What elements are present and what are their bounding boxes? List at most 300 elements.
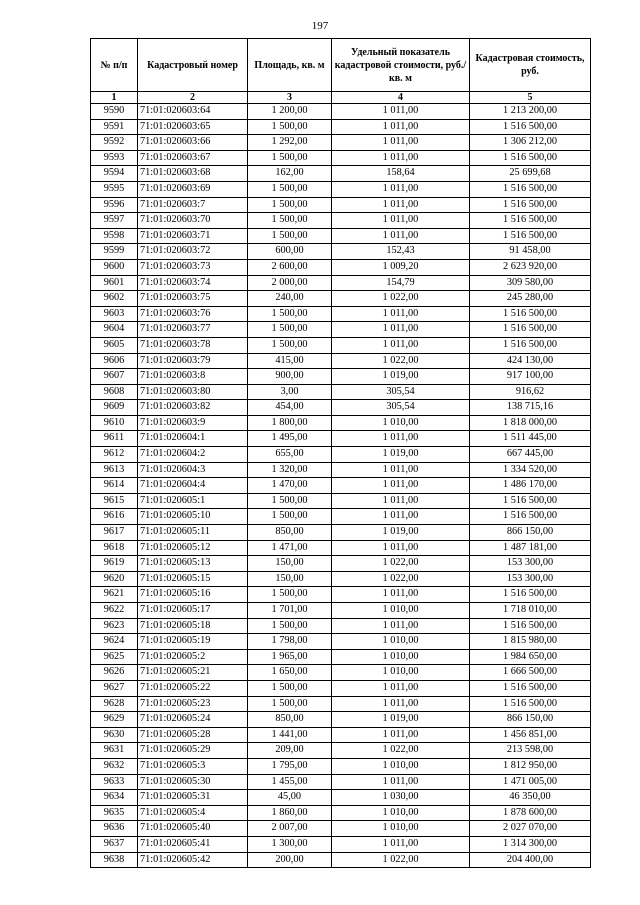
unit-rate-cell: 1 010,00 bbox=[332, 665, 470, 681]
cadastral-number-cell: 71:01:020605:3 bbox=[138, 758, 248, 774]
cadastral-number-cell: 71:01:020603:65 bbox=[138, 119, 248, 135]
row-number-cell: 9622 bbox=[91, 603, 138, 619]
row-number-cell: 9606 bbox=[91, 353, 138, 369]
cadastral-number-cell: 71:01:020605:29 bbox=[138, 743, 248, 759]
area-cell: 900,00 bbox=[248, 369, 332, 385]
cadastral-value-cell: 1 516 500,00 bbox=[470, 306, 591, 322]
table-row bbox=[91, 353, 591, 369]
area-cell: 1 800,00 bbox=[248, 415, 332, 431]
cadastral-value-cell: 25 699,68 bbox=[470, 166, 591, 182]
area-cell: 1 320,00 bbox=[248, 462, 332, 478]
cadastral-value-cell: 1 486 170,00 bbox=[470, 478, 591, 494]
row-number-cell: 9625 bbox=[91, 649, 138, 665]
table-row bbox=[91, 384, 591, 400]
unit-rate-cell: 1 019,00 bbox=[332, 712, 470, 728]
cadastral-number-cell: 71:01:020605:23 bbox=[138, 696, 248, 712]
table-row bbox=[91, 306, 591, 322]
column-number-row bbox=[91, 92, 591, 104]
unit-rate-cell: 1 019,00 bbox=[332, 525, 470, 541]
area-cell: 1 701,00 bbox=[248, 603, 332, 619]
row-number-cell: 9627 bbox=[91, 680, 138, 696]
header-row-number: № п/п bbox=[91, 39, 138, 92]
cadastral-number-cell: 71:01:020603:8 bbox=[138, 369, 248, 385]
unit-rate-cell: 1 011,00 bbox=[332, 213, 470, 229]
area-cell: 1 200,00 bbox=[248, 104, 332, 120]
area-cell: 1 500,00 bbox=[248, 181, 332, 197]
area-cell: 1 500,00 bbox=[248, 197, 332, 213]
cadastral-number-cell: 71:01:020603:68 bbox=[138, 166, 248, 182]
row-number-cell: 9634 bbox=[91, 790, 138, 806]
table-row bbox=[91, 603, 591, 619]
header-area: Площадь, кв. м bbox=[248, 39, 332, 92]
column-number: 5 bbox=[470, 92, 591, 104]
cadastral-number-cell: 71:01:020603:9 bbox=[138, 415, 248, 431]
area-cell: 850,00 bbox=[248, 525, 332, 541]
table-row bbox=[91, 447, 591, 463]
cadastral-value-cell: 424 130,00 bbox=[470, 353, 591, 369]
cadastral-number-cell: 71:01:020605:22 bbox=[138, 680, 248, 696]
table-row bbox=[91, 774, 591, 790]
cadastral-number-cell: 71:01:020605:28 bbox=[138, 727, 248, 743]
row-number-cell: 9591 bbox=[91, 119, 138, 135]
unit-rate-cell: 1 011,00 bbox=[332, 150, 470, 166]
cadastral-value-cell: 153 300,00 bbox=[470, 571, 591, 587]
cadastral-value-cell: 1 516 500,00 bbox=[470, 228, 591, 244]
unit-rate-cell: 1 011,00 bbox=[332, 322, 470, 338]
area-cell: 1 500,00 bbox=[248, 306, 332, 322]
area-cell: 1 292,00 bbox=[248, 135, 332, 151]
cadastral-number-cell: 71:01:020603:70 bbox=[138, 213, 248, 229]
cadastral-number-cell: 71:01:020605:19 bbox=[138, 634, 248, 650]
cadastral-value-cell: 1 516 500,00 bbox=[470, 322, 591, 338]
row-number-cell: 9617 bbox=[91, 525, 138, 541]
row-number-cell: 9597 bbox=[91, 213, 138, 229]
cadastral-number-cell: 71:01:020605:12 bbox=[138, 540, 248, 556]
unit-rate-cell: 154,79 bbox=[332, 275, 470, 291]
row-number-cell: 9613 bbox=[91, 462, 138, 478]
cadastral-number-cell: 71:01:020603:67 bbox=[138, 150, 248, 166]
unit-rate-cell: 1 010,00 bbox=[332, 821, 470, 837]
table-row bbox=[91, 525, 591, 541]
row-number-cell: 9604 bbox=[91, 322, 138, 338]
row-number-cell: 9593 bbox=[91, 150, 138, 166]
cadastral-number-cell: 71:01:020603:77 bbox=[138, 322, 248, 338]
area-cell: 240,00 bbox=[248, 291, 332, 307]
table-row bbox=[91, 805, 591, 821]
unit-rate-cell: 1 011,00 bbox=[332, 478, 470, 494]
header-cadastral-value: Кадастровая стоимость, руб. bbox=[470, 39, 591, 92]
unit-rate-cell: 1 022,00 bbox=[332, 353, 470, 369]
table-row bbox=[91, 337, 591, 353]
cadastral-number-cell: 71:01:020603:74 bbox=[138, 275, 248, 291]
table-row bbox=[91, 493, 591, 509]
unit-rate-cell: 1 022,00 bbox=[332, 852, 470, 868]
row-number-cell: 9601 bbox=[91, 275, 138, 291]
row-number-cell: 9633 bbox=[91, 774, 138, 790]
unit-rate-cell: 1 011,00 bbox=[332, 197, 470, 213]
row-number-cell: 9624 bbox=[91, 634, 138, 650]
cadastral-number-cell: 71:01:020604:2 bbox=[138, 447, 248, 463]
table-row bbox=[91, 790, 591, 806]
table-row bbox=[91, 509, 591, 525]
row-number-cell: 9607 bbox=[91, 369, 138, 385]
table-row bbox=[91, 743, 591, 759]
table-row bbox=[91, 758, 591, 774]
area-cell: 1 495,00 bbox=[248, 431, 332, 447]
row-number-cell: 9629 bbox=[91, 712, 138, 728]
cadastral-number-cell: 71:01:020604:3 bbox=[138, 462, 248, 478]
table-row bbox=[91, 244, 591, 260]
row-number-cell: 9610 bbox=[91, 415, 138, 431]
cadastral-value-cell: 1 516 500,00 bbox=[470, 493, 591, 509]
cadastral-number-cell: 71:01:020603:64 bbox=[138, 104, 248, 120]
table-row bbox=[91, 181, 591, 197]
table-row bbox=[91, 712, 591, 728]
row-number-cell: 9626 bbox=[91, 665, 138, 681]
area-cell: 1 441,00 bbox=[248, 727, 332, 743]
unit-rate-cell: 1 011,00 bbox=[332, 727, 470, 743]
row-number-cell: 9628 bbox=[91, 696, 138, 712]
table-row bbox=[91, 696, 591, 712]
row-number-cell: 9621 bbox=[91, 587, 138, 603]
area-cell: 1 795,00 bbox=[248, 758, 332, 774]
row-number-cell: 9620 bbox=[91, 571, 138, 587]
header-cadastral-number: Кадастровый номер bbox=[138, 39, 248, 92]
cadastral-value-cell: 1 516 500,00 bbox=[470, 119, 591, 135]
unit-rate-cell: 1 011,00 bbox=[332, 680, 470, 696]
unit-rate-cell: 1 011,00 bbox=[332, 587, 470, 603]
cadastral-value-cell: 1 516 500,00 bbox=[470, 696, 591, 712]
row-number-cell: 9635 bbox=[91, 805, 138, 821]
area-cell: 1 650,00 bbox=[248, 665, 332, 681]
unit-rate-cell: 1 010,00 bbox=[332, 649, 470, 665]
unit-rate-cell: 1 011,00 bbox=[332, 493, 470, 509]
row-number-cell: 9603 bbox=[91, 306, 138, 322]
table-row bbox=[91, 291, 591, 307]
table-row bbox=[91, 415, 591, 431]
cadastral-value-cell: 204 400,00 bbox=[470, 852, 591, 868]
cadastral-number-cell: 71:01:020605:18 bbox=[138, 618, 248, 634]
row-number-cell: 9612 bbox=[91, 447, 138, 463]
cadastral-number-cell: 71:01:020604:4 bbox=[138, 478, 248, 494]
cadastral-number-cell: 71:01:020605:16 bbox=[138, 587, 248, 603]
row-number-cell: 9595 bbox=[91, 181, 138, 197]
row-number-cell: 9618 bbox=[91, 540, 138, 556]
area-cell: 1 500,00 bbox=[248, 618, 332, 634]
cadastral-number-cell: 71:01:020605:2 bbox=[138, 649, 248, 665]
cadastral-value-cell: 153 300,00 bbox=[470, 556, 591, 572]
area-cell: 850,00 bbox=[248, 712, 332, 728]
row-number-cell: 9630 bbox=[91, 727, 138, 743]
table-header bbox=[91, 39, 591, 104]
table-row bbox=[91, 587, 591, 603]
cadastral-number-cell: 71:01:020603:71 bbox=[138, 228, 248, 244]
cadastral-number-cell: 71:01:020605:11 bbox=[138, 525, 248, 541]
cadastral-value-cell: 1 314 300,00 bbox=[470, 836, 591, 852]
cadastral-value-cell: 1 815 980,00 bbox=[470, 634, 591, 650]
cadastral-number-cell: 71:01:020603:76 bbox=[138, 306, 248, 322]
table-row bbox=[91, 213, 591, 229]
column-number: 3 bbox=[248, 92, 332, 104]
cadastral-number-cell: 71:01:020603:75 bbox=[138, 291, 248, 307]
cadastral-value-cell: 667 445,00 bbox=[470, 447, 591, 463]
unit-rate-cell: 1 011,00 bbox=[332, 540, 470, 556]
cadastral-number-cell: 71:01:020605:4 bbox=[138, 805, 248, 821]
table-row bbox=[91, 369, 591, 385]
cadastral-value-cell: 1 516 500,00 bbox=[470, 587, 591, 603]
row-number-cell: 9600 bbox=[91, 259, 138, 275]
table-row bbox=[91, 680, 591, 696]
unit-rate-cell: 1 011,00 bbox=[332, 836, 470, 852]
row-number-cell: 9614 bbox=[91, 478, 138, 494]
cadastral-value-cell: 1 516 500,00 bbox=[470, 150, 591, 166]
table-row bbox=[91, 821, 591, 837]
row-number-cell: 9611 bbox=[91, 431, 138, 447]
unit-rate-cell: 1 022,00 bbox=[332, 743, 470, 759]
cadastral-value-cell: 309 580,00 bbox=[470, 275, 591, 291]
unit-rate-cell: 1 011,00 bbox=[332, 462, 470, 478]
cadastral-value-cell: 916,62 bbox=[470, 384, 591, 400]
table-row bbox=[91, 400, 591, 416]
column-number: 1 bbox=[91, 92, 138, 104]
area-cell: 1 455,00 bbox=[248, 774, 332, 790]
area-cell: 1 500,00 bbox=[248, 680, 332, 696]
unit-rate-cell: 1 011,00 bbox=[332, 696, 470, 712]
table-row bbox=[91, 852, 591, 868]
cadastral-value-cell: 1 812 950,00 bbox=[470, 758, 591, 774]
area-cell: 1 500,00 bbox=[248, 493, 332, 509]
cadastral-value-cell: 213 598,00 bbox=[470, 743, 591, 759]
table-row bbox=[91, 275, 591, 291]
cadastral-value-cell: 1 516 500,00 bbox=[470, 213, 591, 229]
area-cell: 1 500,00 bbox=[248, 150, 332, 166]
cadastral-value-cell: 1 984 650,00 bbox=[470, 649, 591, 665]
cadastral-number-cell: 71:01:020605:40 bbox=[138, 821, 248, 837]
header-row bbox=[91, 39, 591, 92]
cadastral-value-cell: 1 878 600,00 bbox=[470, 805, 591, 821]
cadastral-number-cell: 71:01:020605:13 bbox=[138, 556, 248, 572]
table-body bbox=[91, 104, 591, 868]
area-cell: 1 500,00 bbox=[248, 587, 332, 603]
unit-rate-cell: 152,43 bbox=[332, 244, 470, 260]
cadastral-value-cell: 1 666 500,00 bbox=[470, 665, 591, 681]
cadastral-value-cell: 2 623 920,00 bbox=[470, 259, 591, 275]
cadastral-value-cell: 1 818 000,00 bbox=[470, 415, 591, 431]
cadastral-value-cell: 866 150,00 bbox=[470, 712, 591, 728]
area-cell: 162,00 bbox=[248, 166, 332, 182]
unit-rate-cell: 1 011,00 bbox=[332, 618, 470, 634]
page-number: 197 bbox=[311, 20, 329, 32]
cadastral-value-cell: 1 511 445,00 bbox=[470, 431, 591, 447]
cadastral-value-cell: 1 516 500,00 bbox=[470, 618, 591, 634]
table-row bbox=[91, 197, 591, 213]
row-number-cell: 9615 bbox=[91, 493, 138, 509]
unit-rate-cell: 1 011,00 bbox=[332, 228, 470, 244]
row-number-cell: 9592 bbox=[91, 135, 138, 151]
table-row bbox=[91, 135, 591, 151]
unit-rate-cell: 1 019,00 bbox=[332, 447, 470, 463]
table-row bbox=[91, 727, 591, 743]
cadastral-number-cell: 71:01:020605:1 bbox=[138, 493, 248, 509]
unit-rate-cell: 1 011,00 bbox=[332, 431, 470, 447]
table-row bbox=[91, 556, 591, 572]
cadastral-value-table bbox=[90, 38, 591, 868]
row-number-cell: 9608 bbox=[91, 384, 138, 400]
area-cell: 1 860,00 bbox=[248, 805, 332, 821]
table-row bbox=[91, 431, 591, 447]
unit-rate-cell: 1 022,00 bbox=[332, 556, 470, 572]
unit-rate-cell: 1 009,20 bbox=[332, 259, 470, 275]
unit-rate-cell: 1 011,00 bbox=[332, 119, 470, 135]
row-number-cell: 9602 bbox=[91, 291, 138, 307]
cadastral-value-cell: 1 456 851,00 bbox=[470, 727, 591, 743]
area-cell: 150,00 bbox=[248, 571, 332, 587]
table-row bbox=[91, 150, 591, 166]
table-row bbox=[91, 228, 591, 244]
cadastral-number-cell: 71:01:020603:79 bbox=[138, 353, 248, 369]
area-cell: 1 470,00 bbox=[248, 478, 332, 494]
unit-rate-cell: 1 011,00 bbox=[332, 181, 470, 197]
cadastral-value-cell: 1 516 500,00 bbox=[470, 680, 591, 696]
cadastral-number-cell: 71:01:020605:24 bbox=[138, 712, 248, 728]
cadastral-number-cell: 71:01:020605:17 bbox=[138, 603, 248, 619]
table-row bbox=[91, 478, 591, 494]
unit-rate-cell: 1 011,00 bbox=[332, 774, 470, 790]
area-cell: 1 965,00 bbox=[248, 649, 332, 665]
cadastral-number-cell: 71:01:020603:82 bbox=[138, 400, 248, 416]
table-row bbox=[91, 259, 591, 275]
table-row bbox=[91, 571, 591, 587]
cadastral-value-cell: 1 516 500,00 bbox=[470, 197, 591, 213]
area-cell: 415,00 bbox=[248, 353, 332, 369]
unit-rate-cell: 1 030,00 bbox=[332, 790, 470, 806]
table-row bbox=[91, 104, 591, 120]
area-cell: 200,00 bbox=[248, 852, 332, 868]
row-number-cell: 9605 bbox=[91, 337, 138, 353]
cadastral-value-cell: 1 718 010,00 bbox=[470, 603, 591, 619]
unit-rate-cell: 1 010,00 bbox=[332, 603, 470, 619]
area-cell: 2 007,00 bbox=[248, 821, 332, 837]
table-row bbox=[91, 836, 591, 852]
area-cell: 1 500,00 bbox=[248, 228, 332, 244]
cadastral-number-cell: 71:01:020605:41 bbox=[138, 836, 248, 852]
header-unit-rate: Удельный показатель кадастровой стоимости, руб./кв. м bbox=[332, 39, 470, 92]
unit-rate-cell: 305,54 bbox=[332, 400, 470, 416]
unit-rate-cell: 1 010,00 bbox=[332, 758, 470, 774]
unit-rate-cell: 305,54 bbox=[332, 384, 470, 400]
cadastral-number-cell: 71:01:020605:15 bbox=[138, 571, 248, 587]
unit-rate-cell: 1 022,00 bbox=[332, 291, 470, 307]
cadastral-value-cell: 1 516 500,00 bbox=[470, 337, 591, 353]
cadastral-number-cell: 71:01:020604:1 bbox=[138, 431, 248, 447]
row-number-cell: 9616 bbox=[91, 509, 138, 525]
unit-rate-cell: 1 011,00 bbox=[332, 135, 470, 151]
unit-rate-cell: 1 022,00 bbox=[332, 571, 470, 587]
table-row bbox=[91, 119, 591, 135]
cadastral-value-cell: 46 350,00 bbox=[470, 790, 591, 806]
row-number-cell: 9609 bbox=[91, 400, 138, 416]
area-cell: 150,00 bbox=[248, 556, 332, 572]
row-number-cell: 9594 bbox=[91, 166, 138, 182]
unit-rate-cell: 1 010,00 bbox=[332, 805, 470, 821]
cadastral-number-cell: 71:01:020605:42 bbox=[138, 852, 248, 868]
row-number-cell: 9623 bbox=[91, 618, 138, 634]
cadastral-number-cell: 71:01:020603:69 bbox=[138, 181, 248, 197]
unit-rate-cell: 158,64 bbox=[332, 166, 470, 182]
cadastral-value-cell: 866 150,00 bbox=[470, 525, 591, 541]
cadastral-value-cell: 917 100,00 bbox=[470, 369, 591, 385]
row-number-cell: 9590 bbox=[91, 104, 138, 120]
area-cell: 1 500,00 bbox=[248, 119, 332, 135]
cadastral-value-cell: 1 487 181,00 bbox=[470, 540, 591, 556]
unit-rate-cell: 1 010,00 bbox=[332, 634, 470, 650]
unit-rate-cell: 1 011,00 bbox=[332, 306, 470, 322]
cadastral-number-cell: 71:01:020603:72 bbox=[138, 244, 248, 260]
cadastral-value-cell: 1 306 212,00 bbox=[470, 135, 591, 151]
area-cell: 2 000,00 bbox=[248, 275, 332, 291]
table-row bbox=[91, 166, 591, 182]
unit-rate-cell: 1 011,00 bbox=[332, 337, 470, 353]
table-row bbox=[91, 665, 591, 681]
cadastral-number-cell: 71:01:020605:21 bbox=[138, 665, 248, 681]
cadastral-value-cell: 138 715,16 bbox=[470, 400, 591, 416]
cadastral-number-cell: 71:01:020603:73 bbox=[138, 259, 248, 275]
cadastral-value-cell: 91 458,00 bbox=[470, 244, 591, 260]
table-row bbox=[91, 618, 591, 634]
area-cell: 454,00 bbox=[248, 400, 332, 416]
unit-rate-cell: 1 011,00 bbox=[332, 104, 470, 120]
cadastral-value-cell: 2 027 070,00 bbox=[470, 821, 591, 837]
area-cell: 45,00 bbox=[248, 790, 332, 806]
cadastral-number-cell: 71:01:020603:7 bbox=[138, 197, 248, 213]
cadastral-value-cell: 1 516 500,00 bbox=[470, 509, 591, 525]
table-row bbox=[91, 634, 591, 650]
cadastral-value-cell: 1 334 520,00 bbox=[470, 462, 591, 478]
area-cell: 1 798,00 bbox=[248, 634, 332, 650]
row-number-cell: 9631 bbox=[91, 743, 138, 759]
area-cell: 1 500,00 bbox=[248, 213, 332, 229]
column-number: 4 bbox=[332, 92, 470, 104]
row-number-cell: 9638 bbox=[91, 852, 138, 868]
area-cell: 1 500,00 bbox=[248, 322, 332, 338]
area-cell: 1 500,00 bbox=[248, 337, 332, 353]
row-number-cell: 9637 bbox=[91, 836, 138, 852]
unit-rate-cell: 1 010,00 bbox=[332, 415, 470, 431]
cadastral-value-cell: 1 516 500,00 bbox=[470, 181, 591, 197]
unit-rate-cell: 1 011,00 bbox=[332, 509, 470, 525]
row-number-cell: 9599 bbox=[91, 244, 138, 260]
row-number-cell: 9598 bbox=[91, 228, 138, 244]
cadastral-value-cell: 245 280,00 bbox=[470, 291, 591, 307]
table-row bbox=[91, 462, 591, 478]
cadastral-number-cell: 71:01:020603:66 bbox=[138, 135, 248, 151]
unit-rate-cell: 1 019,00 bbox=[332, 369, 470, 385]
cadastral-number-cell: 71:01:020603:78 bbox=[138, 337, 248, 353]
area-cell: 1 300,00 bbox=[248, 836, 332, 852]
area-cell: 1 500,00 bbox=[248, 696, 332, 712]
area-cell: 3,00 bbox=[248, 384, 332, 400]
cadastral-number-cell: 71:01:020605:30 bbox=[138, 774, 248, 790]
row-number-cell: 9596 bbox=[91, 197, 138, 213]
cadastral-number-cell: 71:01:020605:10 bbox=[138, 509, 248, 525]
table-row bbox=[91, 322, 591, 338]
cadastral-value-cell: 1 213 200,00 bbox=[470, 104, 591, 120]
cadastral-value-cell: 1 471 005,00 bbox=[470, 774, 591, 790]
area-cell: 1 500,00 bbox=[248, 509, 332, 525]
row-number-cell: 9619 bbox=[91, 556, 138, 572]
row-number-cell: 9636 bbox=[91, 821, 138, 837]
cadastral-number-cell: 71:01:020605:31 bbox=[138, 790, 248, 806]
